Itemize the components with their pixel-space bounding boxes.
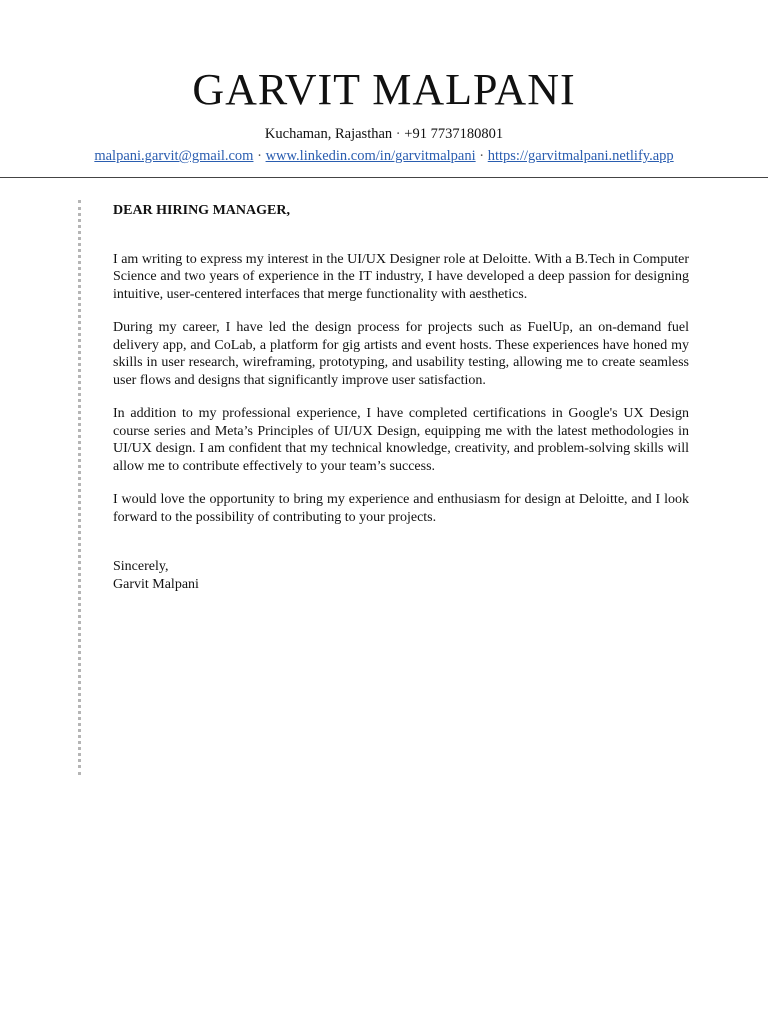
cover-letter-body bbox=[113, 202, 689, 593]
separator: · bbox=[257, 148, 262, 164]
candidate-name: GARVIT MALPANI bbox=[192, 65, 576, 114]
dotted-margin-rule bbox=[78, 200, 81, 775]
separator: · bbox=[395, 126, 401, 142]
signature-name: Garvit Malpani bbox=[113, 576, 199, 592]
paragraph-career: During my career, I have led the design process for projects such as FuelUp, an on-demand fuel delivery app, and CoLab, a platform for gig artists and event hosts. These experiences have honed my skills in user research, wireframing, prototyping, and usability testing, allowing me to create seamless user flows and designs that significantly improve user satisfaction. bbox=[113, 320, 689, 388]
linkedin-link[interactable]: www.linkedin.com/in/garvitmalpani bbox=[265, 148, 476, 164]
separator: · bbox=[479, 148, 485, 164]
header-divider bbox=[0, 177, 768, 178]
paragraph-closing-interest: I would love the opportunity to bring my experience and enthusiasm for design at Deloitte, and I look forward to the possibility of contributing to your projects. bbox=[113, 492, 689, 525]
location-text: Kuchaman, Rajasthan bbox=[264, 126, 393, 142]
paragraph-interest: I am writing to express my interest in the UI/UX Designer role at Deloitte. With a B.Tech in Computer Science and two years of experience in the IT industry, I have developed a deep passion for designing intuitive, user-centered interfaces that merge functionality with aesthetics. bbox=[113, 251, 689, 302]
email-link[interactable]: malpani.garvit@gmail.com bbox=[94, 148, 254, 164]
paragraph-certifications: In addition to my professional experience, I have completed certifications in Google's UX Design course series and Meta’s Principles of UI/UX Design, equipping me with the latest methodologies in UI/UX design. I am confident that my technical knowledge, creativity, and problem-solving skills will allow me to contribute effectively to your team’s success. bbox=[113, 406, 689, 474]
salutation: DEAR HIRING MANAGER, bbox=[113, 203, 290, 218]
links-line bbox=[0, 146, 768, 166]
resume-header bbox=[0, 60, 768, 166]
closing-text: Sincerely, bbox=[113, 559, 169, 574]
website-link[interactable]: https://garvitmalpani.netlify.app bbox=[487, 148, 674, 164]
contact-line bbox=[0, 124, 768, 144]
closing-block bbox=[113, 558, 689, 593]
phone-text: +91 7737180801 bbox=[404, 126, 504, 142]
